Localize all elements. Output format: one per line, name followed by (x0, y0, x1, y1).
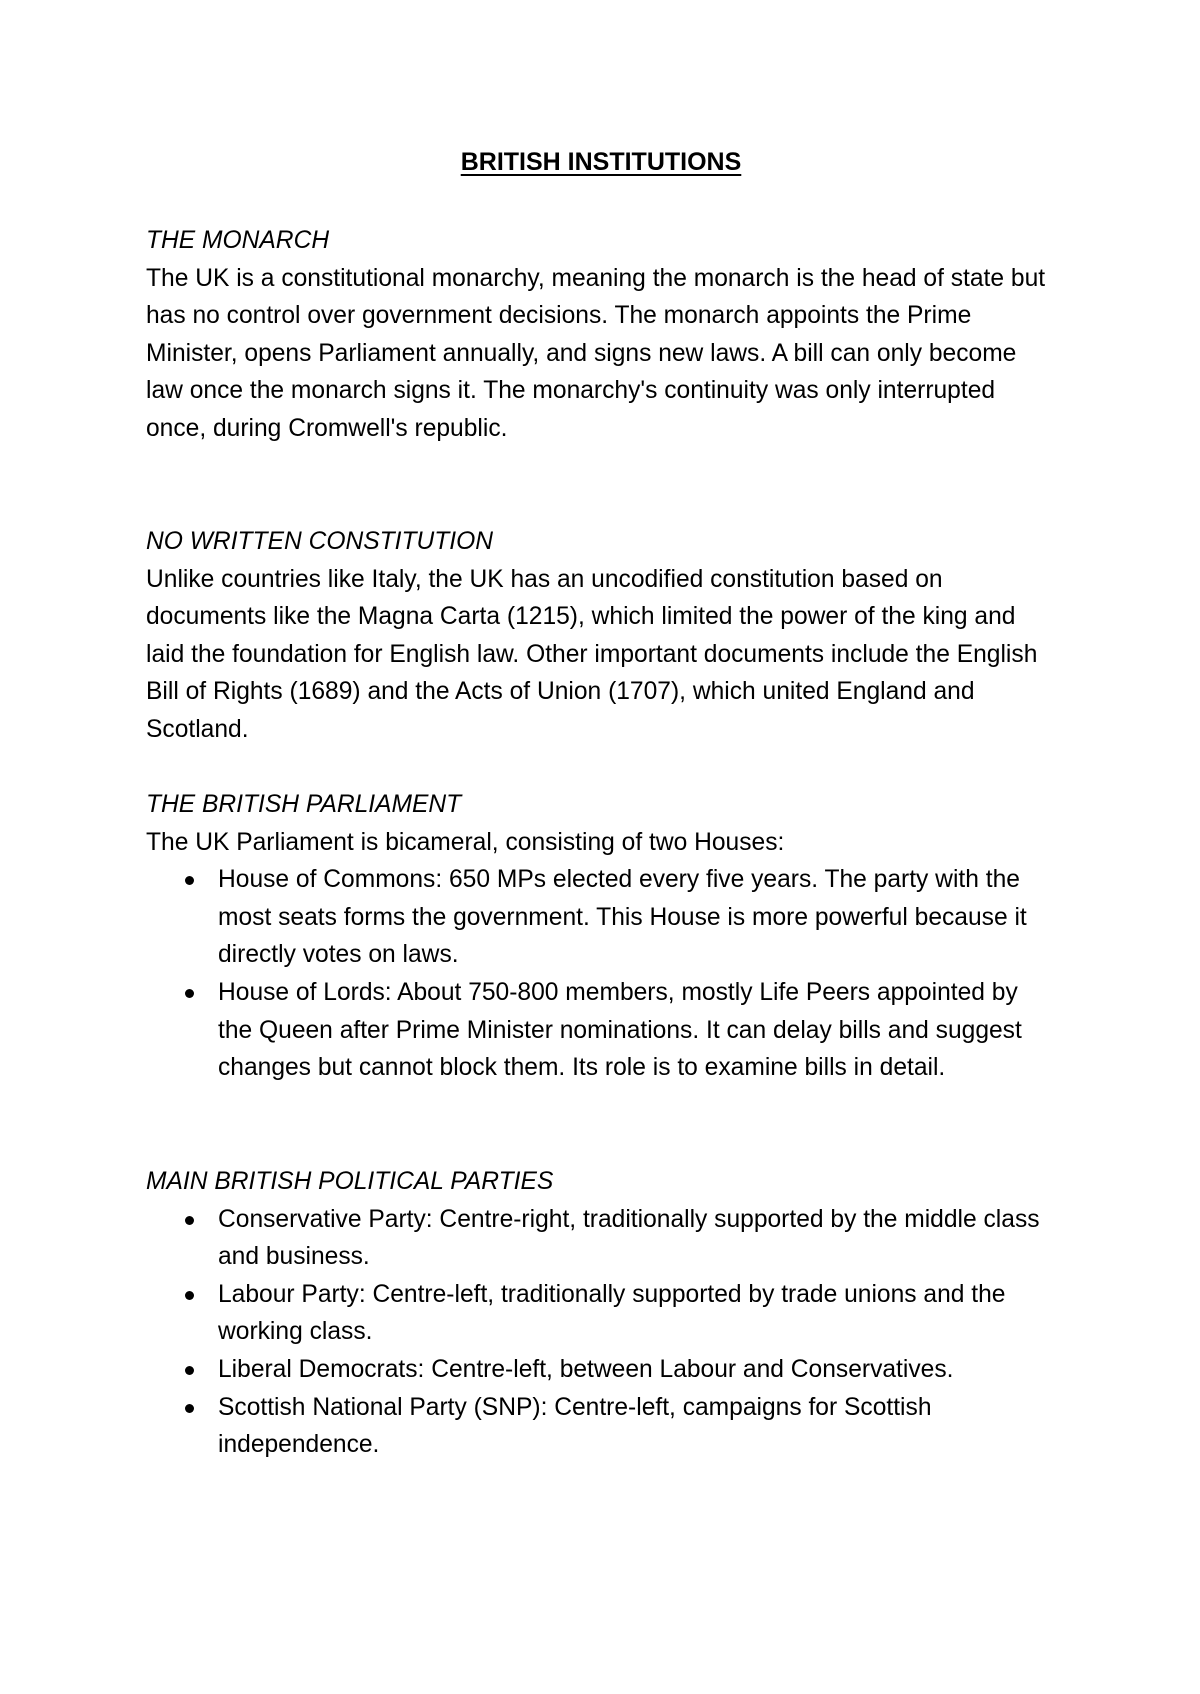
list-item-text: House of Commons: 650 MPs elected every five years. The party with the most seats forms the government. This House is more powerful because it directly votes on laws. (218, 866, 1027, 969)
list-item-text: Liberal Democrats: Centre-left, between Labour and Conservatives. (218, 1355, 954, 1383)
section-constitution (146, 523, 1056, 749)
list-item (146, 1389, 1056, 1464)
list-item (146, 1276, 1056, 1351)
section-monarch (146, 222, 1056, 448)
list-item-text: Scottish National Party (SNP): Centre-left, campaigns for Scottish independence. (218, 1393, 932, 1459)
section-heading: THE MONARCH (146, 227, 330, 254)
section-parties (146, 1163, 1056, 1464)
bullet-icon (185, 989, 194, 998)
list-item-text: House of Lords: About 750-800 members, mostly Life Peers appointed by the Queen after Prime Minister nominations. It can delay bills and suggest changes but cannot block them. Its role is to examine bills in detail. (218, 978, 1022, 1082)
bullet-icon (185, 1366, 194, 1375)
section-paragraph: The UK is a constitutional monarchy, meaning the monarch is the head of state but has no control over government decisions. The monarch appoints the Prime Minister, opens Parliament annually, and signs new laws. A bill can only become law once the monarch signs it. The monarchy's continuity was only interrupted once, during Cromwell's republic. (146, 264, 1046, 442)
section-paragraph: Unlike countries like Italy, the UK has an uncodified constitution based on documents like the Magna Carta (1215), which limited the power of the king and laid the foundation for English law. Other important documents include the English Bill of Rights (1689) and the Acts of Union (1707), which united England and Scotland. (146, 565, 1038, 743)
bullet-list (146, 861, 1056, 1087)
section-paragraph: The UK Parliament is bicameral, consisting of two Houses: (146, 828, 785, 856)
section-parliament (146, 786, 1056, 1087)
list-item-text: Labour Party: Centre-left, traditionally supported by trade unions and the working class. (218, 1280, 1006, 1346)
list-item (146, 1351, 1056, 1389)
bullet-icon (185, 1404, 194, 1413)
bullet-icon (185, 876, 194, 885)
list-item-text: Conservative Party: Centre-right, traditionally supported by the middle class and business. (218, 1205, 1040, 1271)
section-heading: THE BRITISH PARLIAMENT (146, 791, 462, 818)
section-heading: MAIN BRITISH POLITICAL PARTIES (146, 1168, 554, 1195)
bullet-icon (185, 1216, 194, 1225)
list-item (146, 974, 1056, 1087)
list-item (146, 861, 1056, 974)
section-heading: NO WRITTEN CONSTITUTION (146, 528, 494, 555)
bullet-icon (185, 1291, 194, 1300)
bullet-list (146, 1201, 1056, 1464)
list-item (146, 1201, 1056, 1276)
document-title: BRITISH INSTITUTIONS (460, 148, 742, 176)
